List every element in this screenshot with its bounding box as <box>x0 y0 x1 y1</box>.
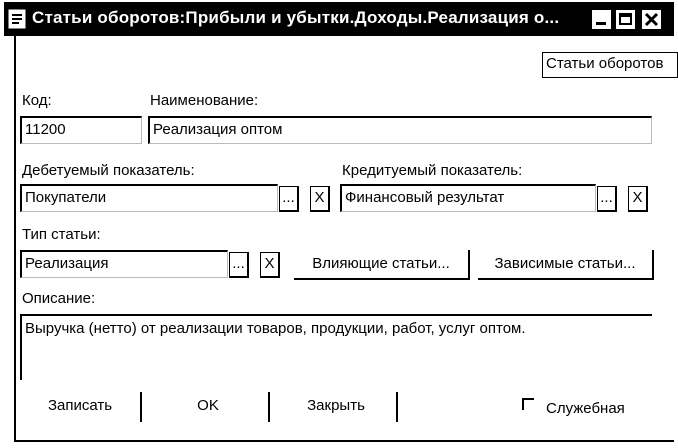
debit-select-button[interactable]: ... <box>279 186 299 212</box>
article-type-field[interactable]: Реализация <box>20 250 228 278</box>
code-label: Код: <box>22 92 52 109</box>
dialog-body <box>14 36 674 442</box>
close-button[interactable]: Закрыть <box>276 392 398 422</box>
debit-clear-button[interactable]: X <box>310 186 330 212</box>
debit-field[interactable]: Покупатели <box>20 184 278 212</box>
document-icon <box>8 9 26 29</box>
article-type-clear-button[interactable]: X <box>260 252 280 278</box>
service-checkbox[interactable] <box>522 398 534 410</box>
article-type-label: Тип статьи: <box>22 226 101 243</box>
statement-tab-button[interactable]: Статьи оборотов <box>542 52 678 78</box>
ok-button[interactable]: OK <box>148 392 270 422</box>
minimize-icon <box>593 11 610 28</box>
influencing-articles-button[interactable]: Влияющие статьи... <box>294 250 470 280</box>
window-title: Статьи оборотов:Прибыли и убытки.Доходы.Реализация о... <box>32 8 560 27</box>
code-field[interactable]: 11200 <box>20 116 142 144</box>
credit-select-button[interactable]: ... <box>597 186 617 212</box>
credit-label: Кредитуемый показатель: <box>342 162 523 179</box>
dependent-articles-button[interactable]: Зависимые статьи... <box>478 250 654 280</box>
name-field[interactable]: Реализация оптом <box>148 116 652 144</box>
description-field[interactable]: Выручка (нетто) от реализации товаров, продукции, работ, услуг оптом. <box>20 314 652 380</box>
credit-clear-button[interactable]: X <box>628 186 648 212</box>
save-button[interactable]: Записать <box>20 392 142 422</box>
close-window-button[interactable] <box>642 10 661 29</box>
description-label: Описание: <box>22 290 96 307</box>
maximize-button[interactable] <box>616 10 635 29</box>
service-checkbox-label: Служебная <box>546 400 625 417</box>
name-label: Наименование: <box>150 92 259 109</box>
title-bar[interactable] <box>4 2 674 36</box>
article-type-select-button[interactable]: ... <box>229 252 249 278</box>
debit-label: Дебетуемый показатель: <box>22 162 195 179</box>
maximize-icon <box>617 11 634 28</box>
credit-field[interactable]: Финансовый результат <box>340 184 596 212</box>
minimize-button[interactable] <box>592 10 611 29</box>
close-icon <box>643 11 660 28</box>
